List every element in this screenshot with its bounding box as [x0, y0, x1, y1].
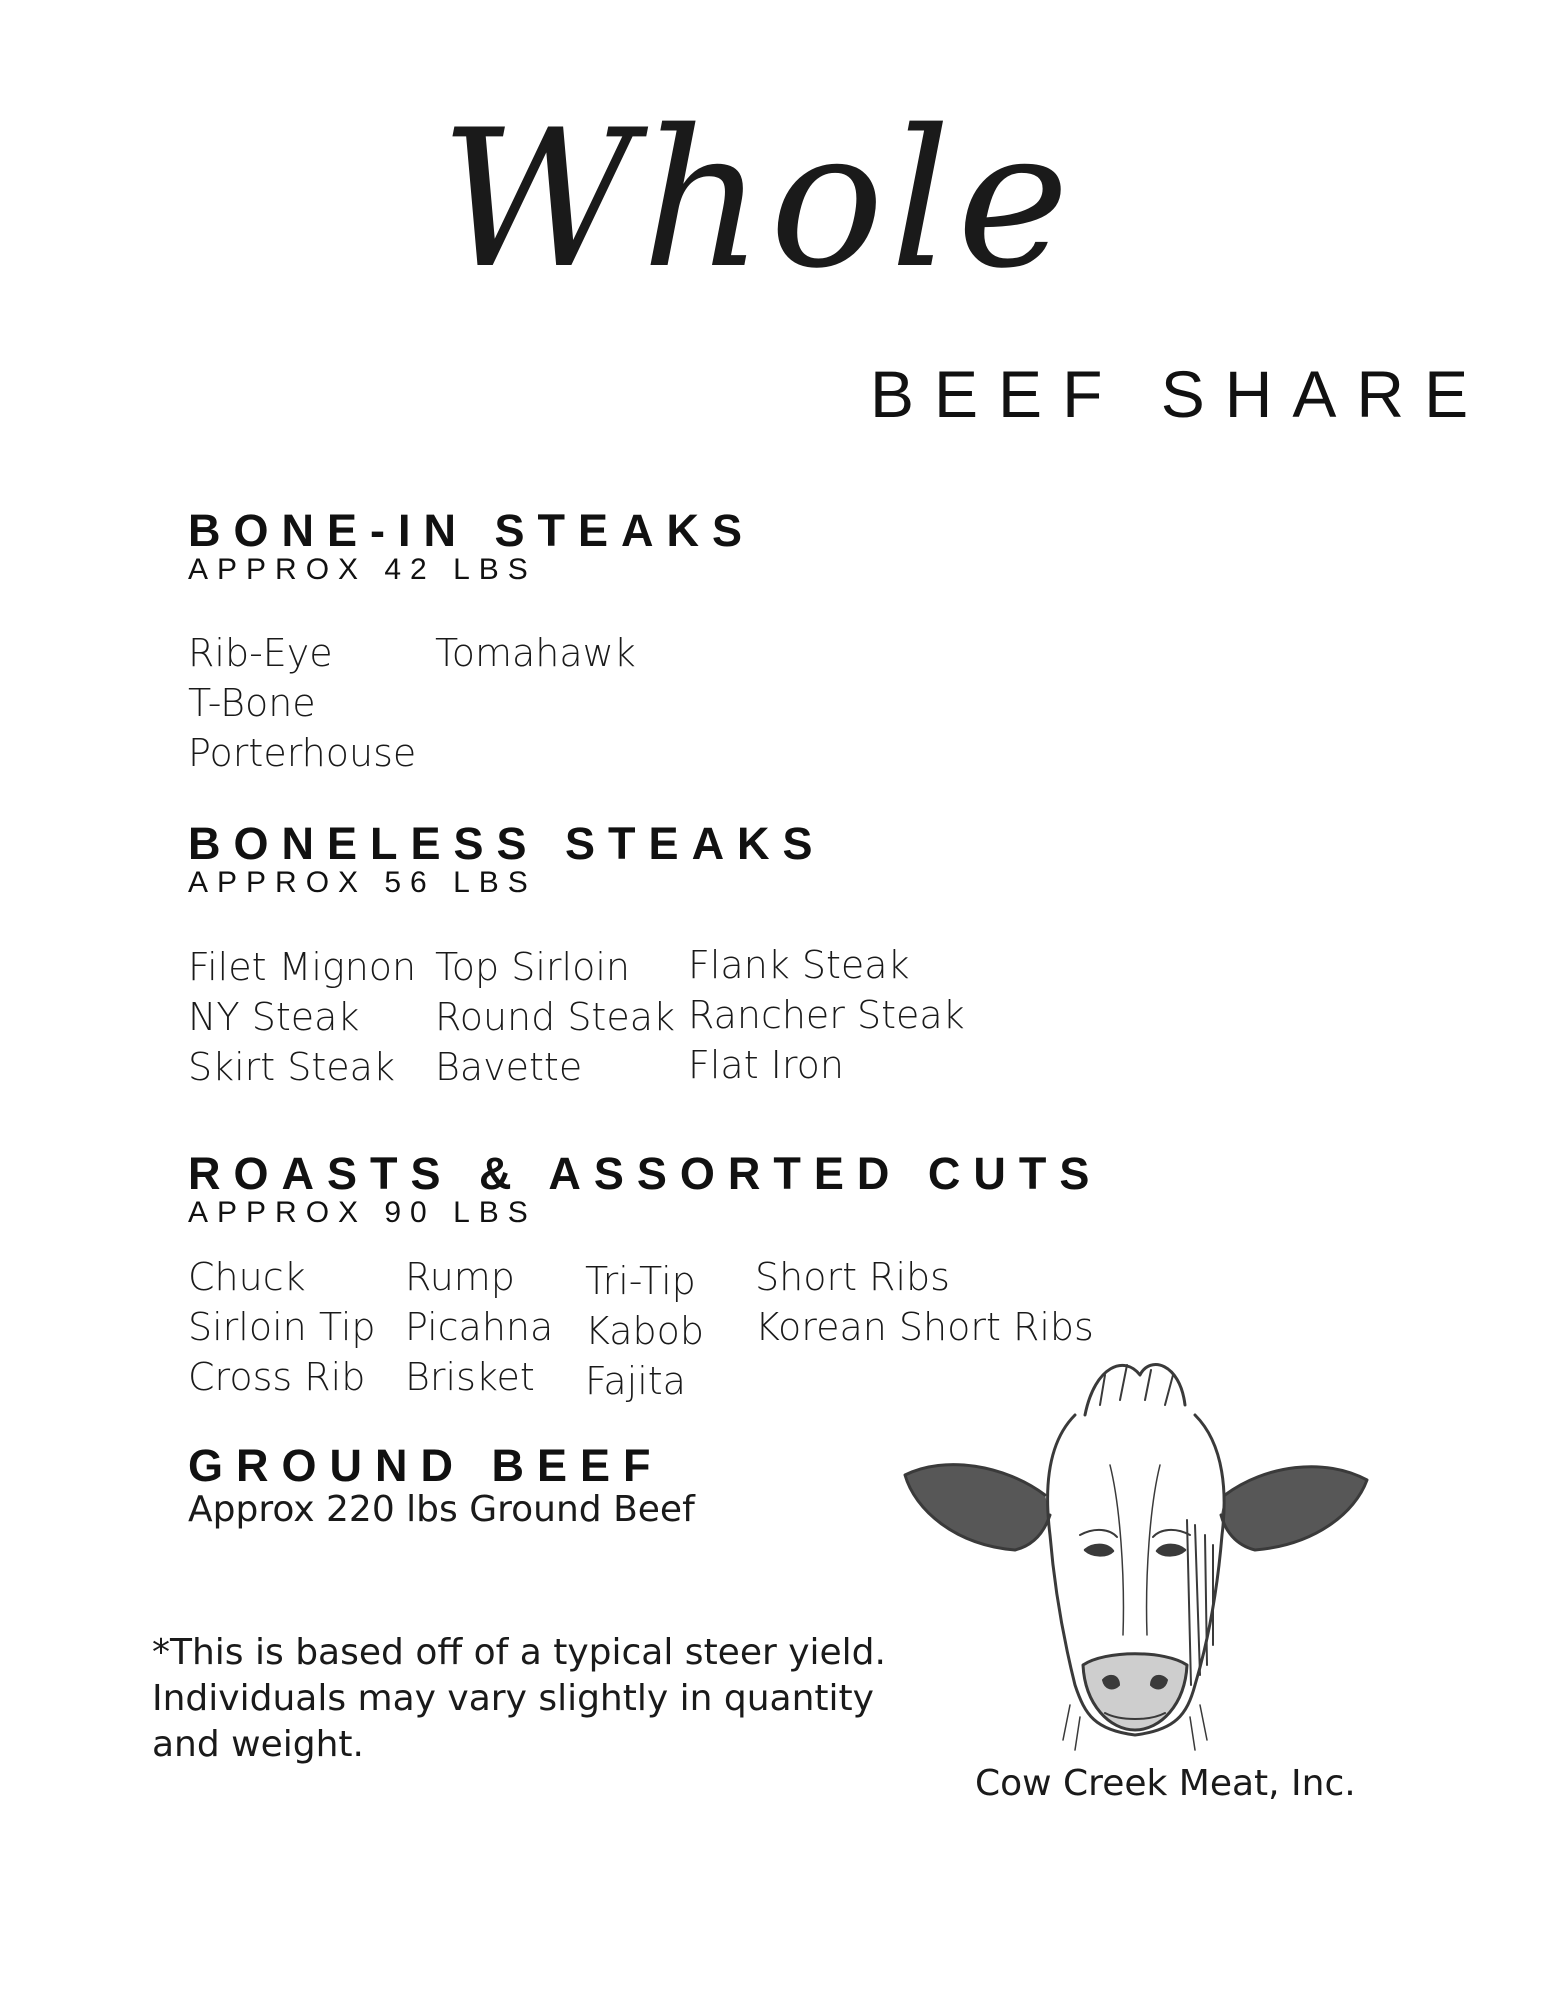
- cut-item: Filet Mignon: [188, 945, 417, 989]
- cut-column: [188, 1252, 376, 1402]
- cut-item: Bavette: [435, 1045, 583, 1089]
- cut-item: Flat Iron: [688, 1043, 845, 1087]
- cut-column: [688, 940, 965, 1090]
- cut-item: Picahna: [405, 1305, 554, 1349]
- cut-column: [188, 628, 416, 778]
- section-title-roasts: ROASTS & ASSORTED CUTS: [188, 1148, 1103, 1199]
- footnote: *This is based off of a typical steer yield. Individuals may vary slightly in quantity and weight.: [152, 1632, 886, 1765]
- cut-item: Tomahawk: [435, 631, 636, 675]
- cut-column: [405, 1252, 553, 1402]
- cut-item: Porterhouse: [188, 731, 417, 775]
- cut-column: [435, 628, 636, 678]
- section-weight-roasts: APPROX 90 LBS: [188, 1196, 537, 1229]
- cut-item: T-Bone: [188, 681, 316, 725]
- cow-head-illustration: [895, 1345, 1375, 1765]
- cut-item: Fajita: [585, 1359, 686, 1403]
- section-weight-boneless: APPROX 56 LBS: [188, 866, 537, 899]
- cut-item: Flank Steak: [688, 943, 910, 987]
- cut-item: Kabob: [585, 1309, 705, 1353]
- cut-column: [435, 942, 675, 1092]
- ground-beef-amount: Approx 220 lbs Ground Beef: [188, 1489, 695, 1530]
- cut-item: NY Steak: [188, 995, 360, 1039]
- cut-item: Top Sirloin: [435, 945, 630, 989]
- section-title-bone-in: BONE-IN STEAKS: [188, 505, 756, 556]
- script-title: Whole: [440, 89, 1076, 310]
- cut-column: [188, 942, 416, 1092]
- cut-item: Sirloin Tip: [188, 1305, 376, 1349]
- cut-column: [585, 1256, 704, 1406]
- cut-item: Brisket: [405, 1355, 535, 1399]
- cut-column: [755, 1252, 1094, 1352]
- cut-item: Rump: [405, 1255, 515, 1299]
- section-title-ground-beef: GROUND BEEF: [188, 1440, 664, 1491]
- cut-item: Rib-Eye: [188, 631, 333, 675]
- company-name: Cow Creek Meat, Inc.: [975, 1763, 1356, 1804]
- cut-item: Skirt Steak: [188, 1045, 395, 1089]
- section-weight-bone-in: APPROX 42 LBS: [188, 553, 537, 586]
- cut-item: Rancher Steak: [688, 993, 965, 1037]
- cut-item: Round Steak: [435, 995, 676, 1039]
- section-title-boneless: BONELESS STEAKS: [188, 818, 826, 869]
- cut-item: Chuck: [188, 1255, 306, 1299]
- cut-item: Cross Rib: [188, 1355, 366, 1399]
- cut-item: Short Ribs: [755, 1255, 950, 1299]
- page-subtitle: BEEF SHARE: [870, 357, 1489, 431]
- cut-item: Tri-Tip: [585, 1259, 696, 1303]
- cut-item: Korean Short Ribs: [755, 1305, 1094, 1349]
